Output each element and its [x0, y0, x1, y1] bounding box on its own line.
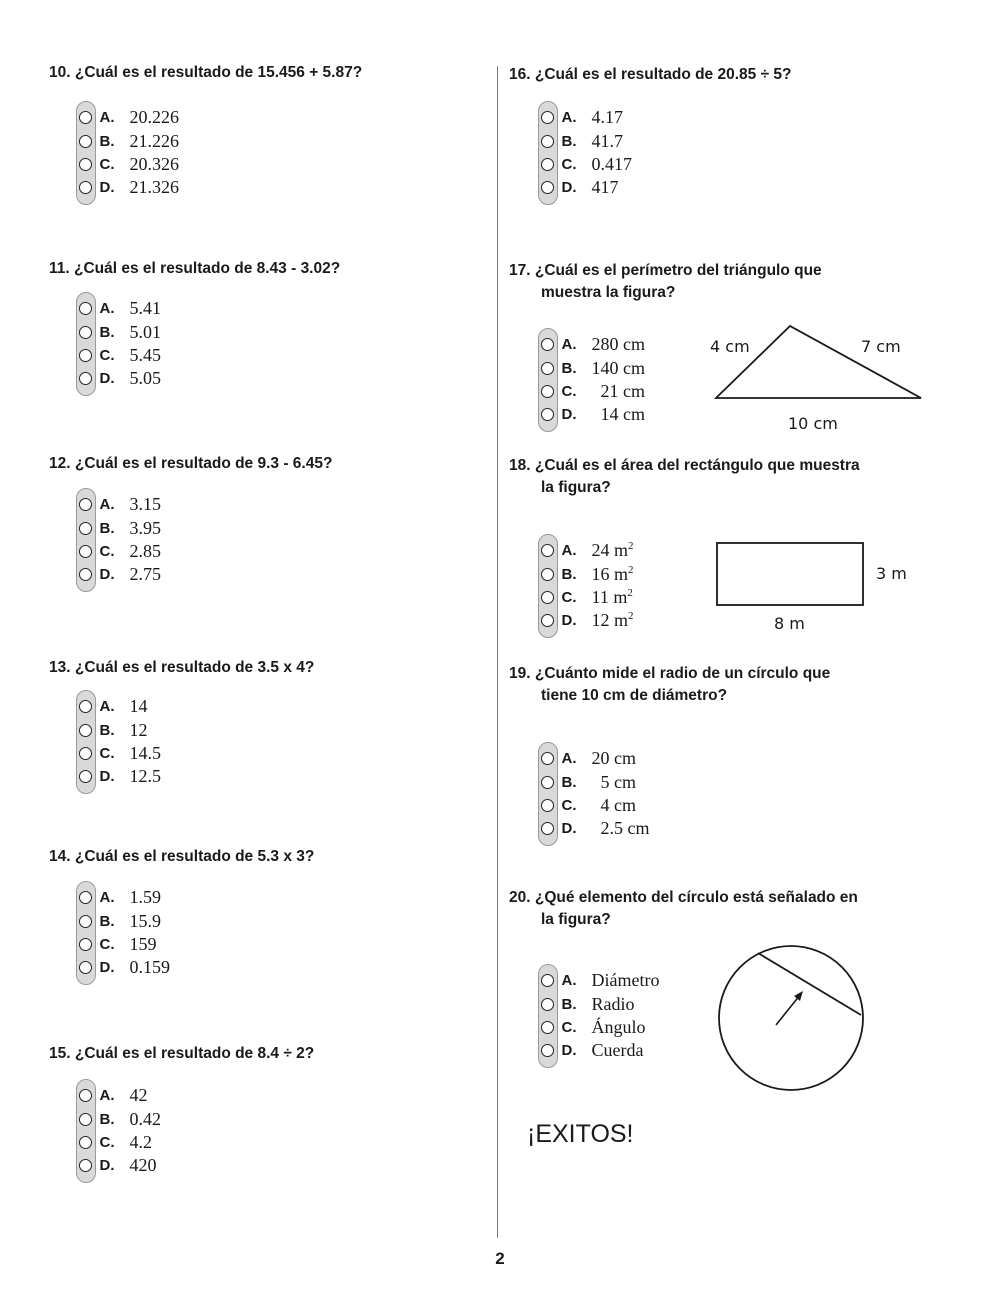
question-14: [49, 846, 314, 980]
radio-circle-icon[interactable]: [79, 158, 92, 171]
radio-circle-icon[interactable]: [541, 338, 554, 351]
question-title: 20. ¿Qué elemento del círculo está señalado en la figura?: [509, 889, 858, 928]
rectangle-figure: [716, 542, 916, 638]
radio-circle-icon[interactable]: [541, 362, 554, 375]
option-a[interactable]: A. 5.41: [76, 297, 367, 320]
radio-circle-icon[interactable]: [541, 776, 554, 789]
radio-circle-icon[interactable]: [541, 544, 554, 557]
option-a[interactable]: A. 14: [76, 695, 341, 718]
radio-circle-icon[interactable]: [541, 385, 554, 398]
option-a[interactable]: A. 280 cm: [538, 333, 900, 356]
option-a[interactable]: A. 20 cm: [538, 747, 938, 770]
radio-circle-icon[interactable]: [541, 1044, 554, 1057]
option-d[interactable]: D. 2.75: [76, 563, 359, 586]
triangle-label-bottom: 10 cm: [788, 414, 838, 433]
radio-circle-icon[interactable]: [79, 961, 92, 974]
option-c[interactable]: C. 4 cm: [538, 794, 938, 817]
question-title: 11. ¿Cuál es el resultado de 8.43 - 3.02?: [49, 260, 341, 277]
radio-circle-icon[interactable]: [79, 747, 92, 760]
radio-circle-icon[interactable]: [79, 568, 92, 581]
option-c[interactable]: C. 159: [76, 933, 341, 956]
radio-circle-icon[interactable]: [79, 498, 92, 511]
radio-circle-icon[interactable]: [541, 799, 554, 812]
option-a[interactable]: A. 1.59: [76, 886, 341, 909]
radio-circle-icon[interactable]: [541, 591, 554, 604]
radio-circle-icon[interactable]: [79, 915, 92, 928]
option-d[interactable]: D. 420: [76, 1154, 341, 1177]
radio-circle-icon[interactable]: [79, 891, 92, 904]
radio-circle-icon[interactable]: [79, 111, 92, 124]
option-b[interactable]: B. 5 cm: [538, 770, 938, 793]
option-c[interactable]: C. 11 $m^2$: [538, 586, 978, 609]
triangle-label-right: 7 cm: [861, 337, 901, 356]
question-title: 12. ¿Cuál es el resultado de 9.3 - 6.45?: [49, 455, 333, 472]
option-a[interactable]: A. 4.17: [538, 106, 820, 129]
circle-figure: [716, 944, 868, 1094]
question-12: [49, 453, 332, 587]
option-d[interactable]: D. 5.05: [76, 367, 367, 390]
option-d[interactable]: D. 14 cm: [538, 403, 900, 426]
triangle-figure: [700, 318, 940, 438]
question-15: [49, 1043, 314, 1178]
question-16: [509, 64, 791, 200]
option-b[interactable]: B. 5.01: [76, 320, 367, 343]
options-group: [76, 886, 341, 980]
option-c[interactable]: C. 5.45: [76, 344, 367, 367]
question-19: [509, 663, 909, 841]
page-number: 2: [495, 1249, 505, 1268]
radio-circle-icon[interactable]: [79, 1089, 92, 1102]
radio-circle-icon[interactable]: [541, 614, 554, 627]
option-b[interactable]: B. 41.7: [538, 129, 820, 152]
option-c[interactable]: C. 2.85: [76, 540, 359, 563]
question-13: [49, 657, 314, 789]
radio-circle-icon[interactable]: [541, 568, 554, 581]
radio-circle-icon[interactable]: [541, 752, 554, 765]
radio-circle-icon[interactable]: [79, 522, 92, 535]
option-c[interactable]: C. 4.2: [76, 1131, 341, 1154]
radio-circle-icon[interactable]: [79, 302, 92, 315]
question-title: 15. ¿Cuál es el resultado de 8.4 ÷ 2?: [49, 1045, 315, 1062]
option-a[interactable]: A. 24 $m^2$: [538, 539, 978, 562]
radio-circle-icon[interactable]: [541, 135, 554, 148]
option-a[interactable]: A. 42: [76, 1084, 341, 1107]
closing-message: ¡EXITOS!: [527, 1120, 634, 1148]
option-d[interactable]: D. 21.326: [76, 176, 389, 199]
rectangle-shape: [716, 542, 866, 608]
option-b[interactable]: B. 140 cm: [538, 356, 900, 379]
option-b[interactable]: B. 0.42: [76, 1107, 341, 1130]
radio-circle-icon[interactable]: [79, 1136, 92, 1149]
option-a[interactable]: A. 20.226: [76, 106, 389, 129]
radio-circle-icon[interactable]: [79, 938, 92, 951]
option-b[interactable]: B. 3.95: [76, 516, 359, 539]
radio-circle-icon[interactable]: [79, 326, 92, 339]
question-title: 17. ¿Cuál es el perímetro del triángulo que muestra la figura?: [509, 262, 822, 301]
circle-chord-arrow-icon: [716, 944, 868, 1094]
options-group: [538, 747, 938, 841]
question-title: 18. ¿Cuál es el área del rectángulo que muestra la figura?: [509, 457, 860, 496]
radio-circle-icon[interactable]: [541, 111, 554, 124]
option-c[interactable]: C. 0.417: [538, 153, 820, 176]
radio-circle-icon[interactable]: [79, 349, 92, 362]
question-title: 19. ¿Cuánto mide el radio de un círculo que tiene 10 cm de diámetro?: [509, 665, 831, 704]
radio-circle-icon[interactable]: [79, 1113, 92, 1126]
question-11: [49, 258, 340, 391]
rectangle-label-side: 3 m: [876, 564, 907, 583]
radio-circle-icon[interactable]: [79, 1159, 92, 1172]
options-group: [76, 493, 359, 587]
radio-circle-icon[interactable]: [79, 372, 92, 385]
option-b[interactable]: B. 21.226: [76, 129, 389, 152]
option-d[interactable]: D. 417: [538, 176, 820, 199]
options-group: [76, 1084, 341, 1178]
radio-circle-icon[interactable]: [541, 822, 554, 835]
option-c[interactable]: C. 14.5: [76, 742, 341, 765]
radio-circle-icon[interactable]: [79, 770, 92, 783]
option-b[interactable]: B. Radio: [538, 992, 978, 1015]
option-b[interactable]: B. 12: [76, 718, 341, 741]
question-title: 16. ¿Cuál es el resultado de 20.85 ÷ 5?: [509, 66, 792, 83]
radio-circle-icon[interactable]: [79, 545, 92, 558]
option-d[interactable]: D. 0.159: [76, 956, 341, 979]
options-group: [538, 106, 820, 200]
radio-circle-icon[interactable]: [79, 135, 92, 148]
radio-circle-icon[interactable]: [79, 700, 92, 713]
option-b[interactable]: B. 15.9: [76, 909, 341, 932]
radio-circle-icon[interactable]: [79, 181, 92, 194]
radio-circle-icon[interactable]: [79, 724, 92, 737]
options-group: [76, 695, 341, 789]
options-group: [76, 106, 389, 200]
radio-circle-icon[interactable]: [541, 181, 554, 194]
option-d[interactable]: D. Cuerda: [538, 1039, 978, 1062]
option-c[interactable]: C. 21 cm: [538, 380, 900, 403]
question-title: 13. ¿Cuál es el resultado de 3.5 x 4?: [49, 659, 315, 676]
option-d[interactable]: D. 12 $m^2$: [538, 609, 978, 632]
option-b[interactable]: B. 16 $m^2$: [538, 562, 978, 585]
triangle-label-left: 4 cm: [710, 337, 750, 356]
option-d[interactable]: D. 2.5 cm: [538, 817, 938, 840]
radio-circle-icon[interactable]: [541, 158, 554, 171]
radio-circle-icon[interactable]: [541, 408, 554, 421]
options-group: [76, 297, 367, 391]
radio-circle-icon[interactable]: [541, 998, 554, 1011]
question-10: [49, 62, 362, 200]
option-c[interactable]: C. Ángulo: [538, 1016, 978, 1039]
option-c[interactable]: C. 20.326: [76, 153, 389, 176]
question-title: 14. ¿Cuál es el resultado de 5.3 x 3?: [49, 848, 315, 865]
option-d[interactable]: D. 12.5: [76, 765, 341, 788]
radio-circle-icon[interactable]: [541, 1021, 554, 1034]
rectangle-label-bottom: 8 m: [774, 614, 805, 633]
option-a[interactable]: A. 3.15: [76, 493, 359, 516]
column-divider: [497, 66, 498, 1238]
option-a[interactable]: A. Diámetro: [538, 969, 978, 992]
question-title: 10. ¿Cuál es el resultado de 15.456 + 5.87?: [49, 64, 363, 81]
radio-circle-icon[interactable]: [541, 974, 554, 987]
